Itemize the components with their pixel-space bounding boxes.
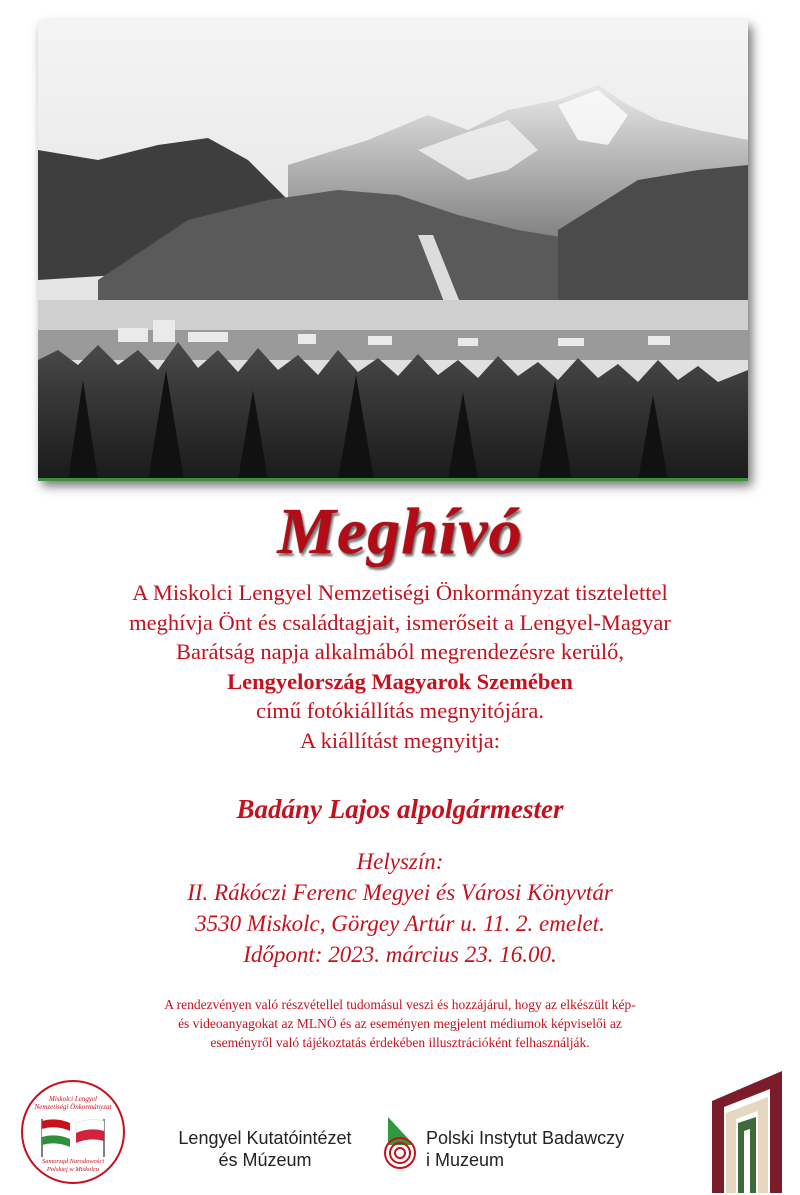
museum-arch-logo <box>712 1071 786 1193</box>
invitation-body <box>0 578 800 755</box>
seal-top-line1: Miskolci Lengyel <box>48 1095 98 1103</box>
institute-name-hu <box>160 1127 370 1171</box>
invitation-line: A kiállítást megnyitja: <box>300 727 500 753</box>
event-time: Időpont: 2023. március 23. 16.00. <box>243 942 557 967</box>
photo-bottom-border <box>38 478 748 481</box>
venue-name: II. Rákóczi Ferenc Megyei és Városi Könyvtár <box>187 880 613 905</box>
invitation-title: Meghívó <box>277 495 523 568</box>
institute-pl-line2: i Muzeum <box>426 1150 505 1170</box>
disclaimer <box>60 995 740 1052</box>
institute-hu-line1: Lengyel Kutatóintézet <box>178 1128 352 1148</box>
venue-address: 3530 Miskolc, Görgey Artúr u. 11. 2. emelet. <box>195 911 605 936</box>
disclaimer-line: eseményről való tájékoztatás érdekében illusztrációként felhasználják. <box>210 1035 590 1050</box>
invitation-line: című fotókiállítás megnyitójára. <box>255 698 545 723</box>
institute-logo-icon <box>374 1115 426 1171</box>
institute-hu-line2: és Múzeum <box>218 1150 312 1170</box>
seal-top-line2: Nemzetiségi Önkormányzat <box>34 1103 112 1111</box>
institute-pl-line1: Polski Instytut Badawczy <box>426 1128 625 1148</box>
mlno-seal-logo <box>20 1079 126 1185</box>
invitation-line: meghívja Önt és családtagjait, ismerőseit a Lengyel-Magyar <box>129 609 671 635</box>
mountain-photo <box>38 20 748 480</box>
institute-name-pl <box>426 1127 686 1171</box>
opener-name: Badány Lajos alpolgármester <box>236 794 564 824</box>
invitation-line: Barátság napja alkalmából megrendezésre kerülő, <box>176 639 624 664</box>
tatra-landscape-image <box>38 20 748 480</box>
footer <box>0 1065 800 1195</box>
venue-label: Helyszín: <box>356 849 444 874</box>
disclaimer-line: A rendezvényen való részvétellel tudomásul veszi és hozzájárul, hogy az elkészült kép- <box>164 997 636 1012</box>
venue-block <box>0 846 800 970</box>
seal-bottom-line1: Samorząd Narodowości <box>41 1158 105 1165</box>
seal-bottom-line2: Polskiej w Miskolcu <box>46 1166 100 1173</box>
disclaimer-line: és videoanyagokat az MLNÖ és az eseményen megjelent médiumok képviselői az <box>178 1016 622 1031</box>
invitation-line: A Miskolci Lengyel Nemzetiségi Önkormányzat tisztelettel <box>132 580 668 605</box>
exhibition-title: Lengyelország Magyarok Szemében <box>227 668 573 694</box>
